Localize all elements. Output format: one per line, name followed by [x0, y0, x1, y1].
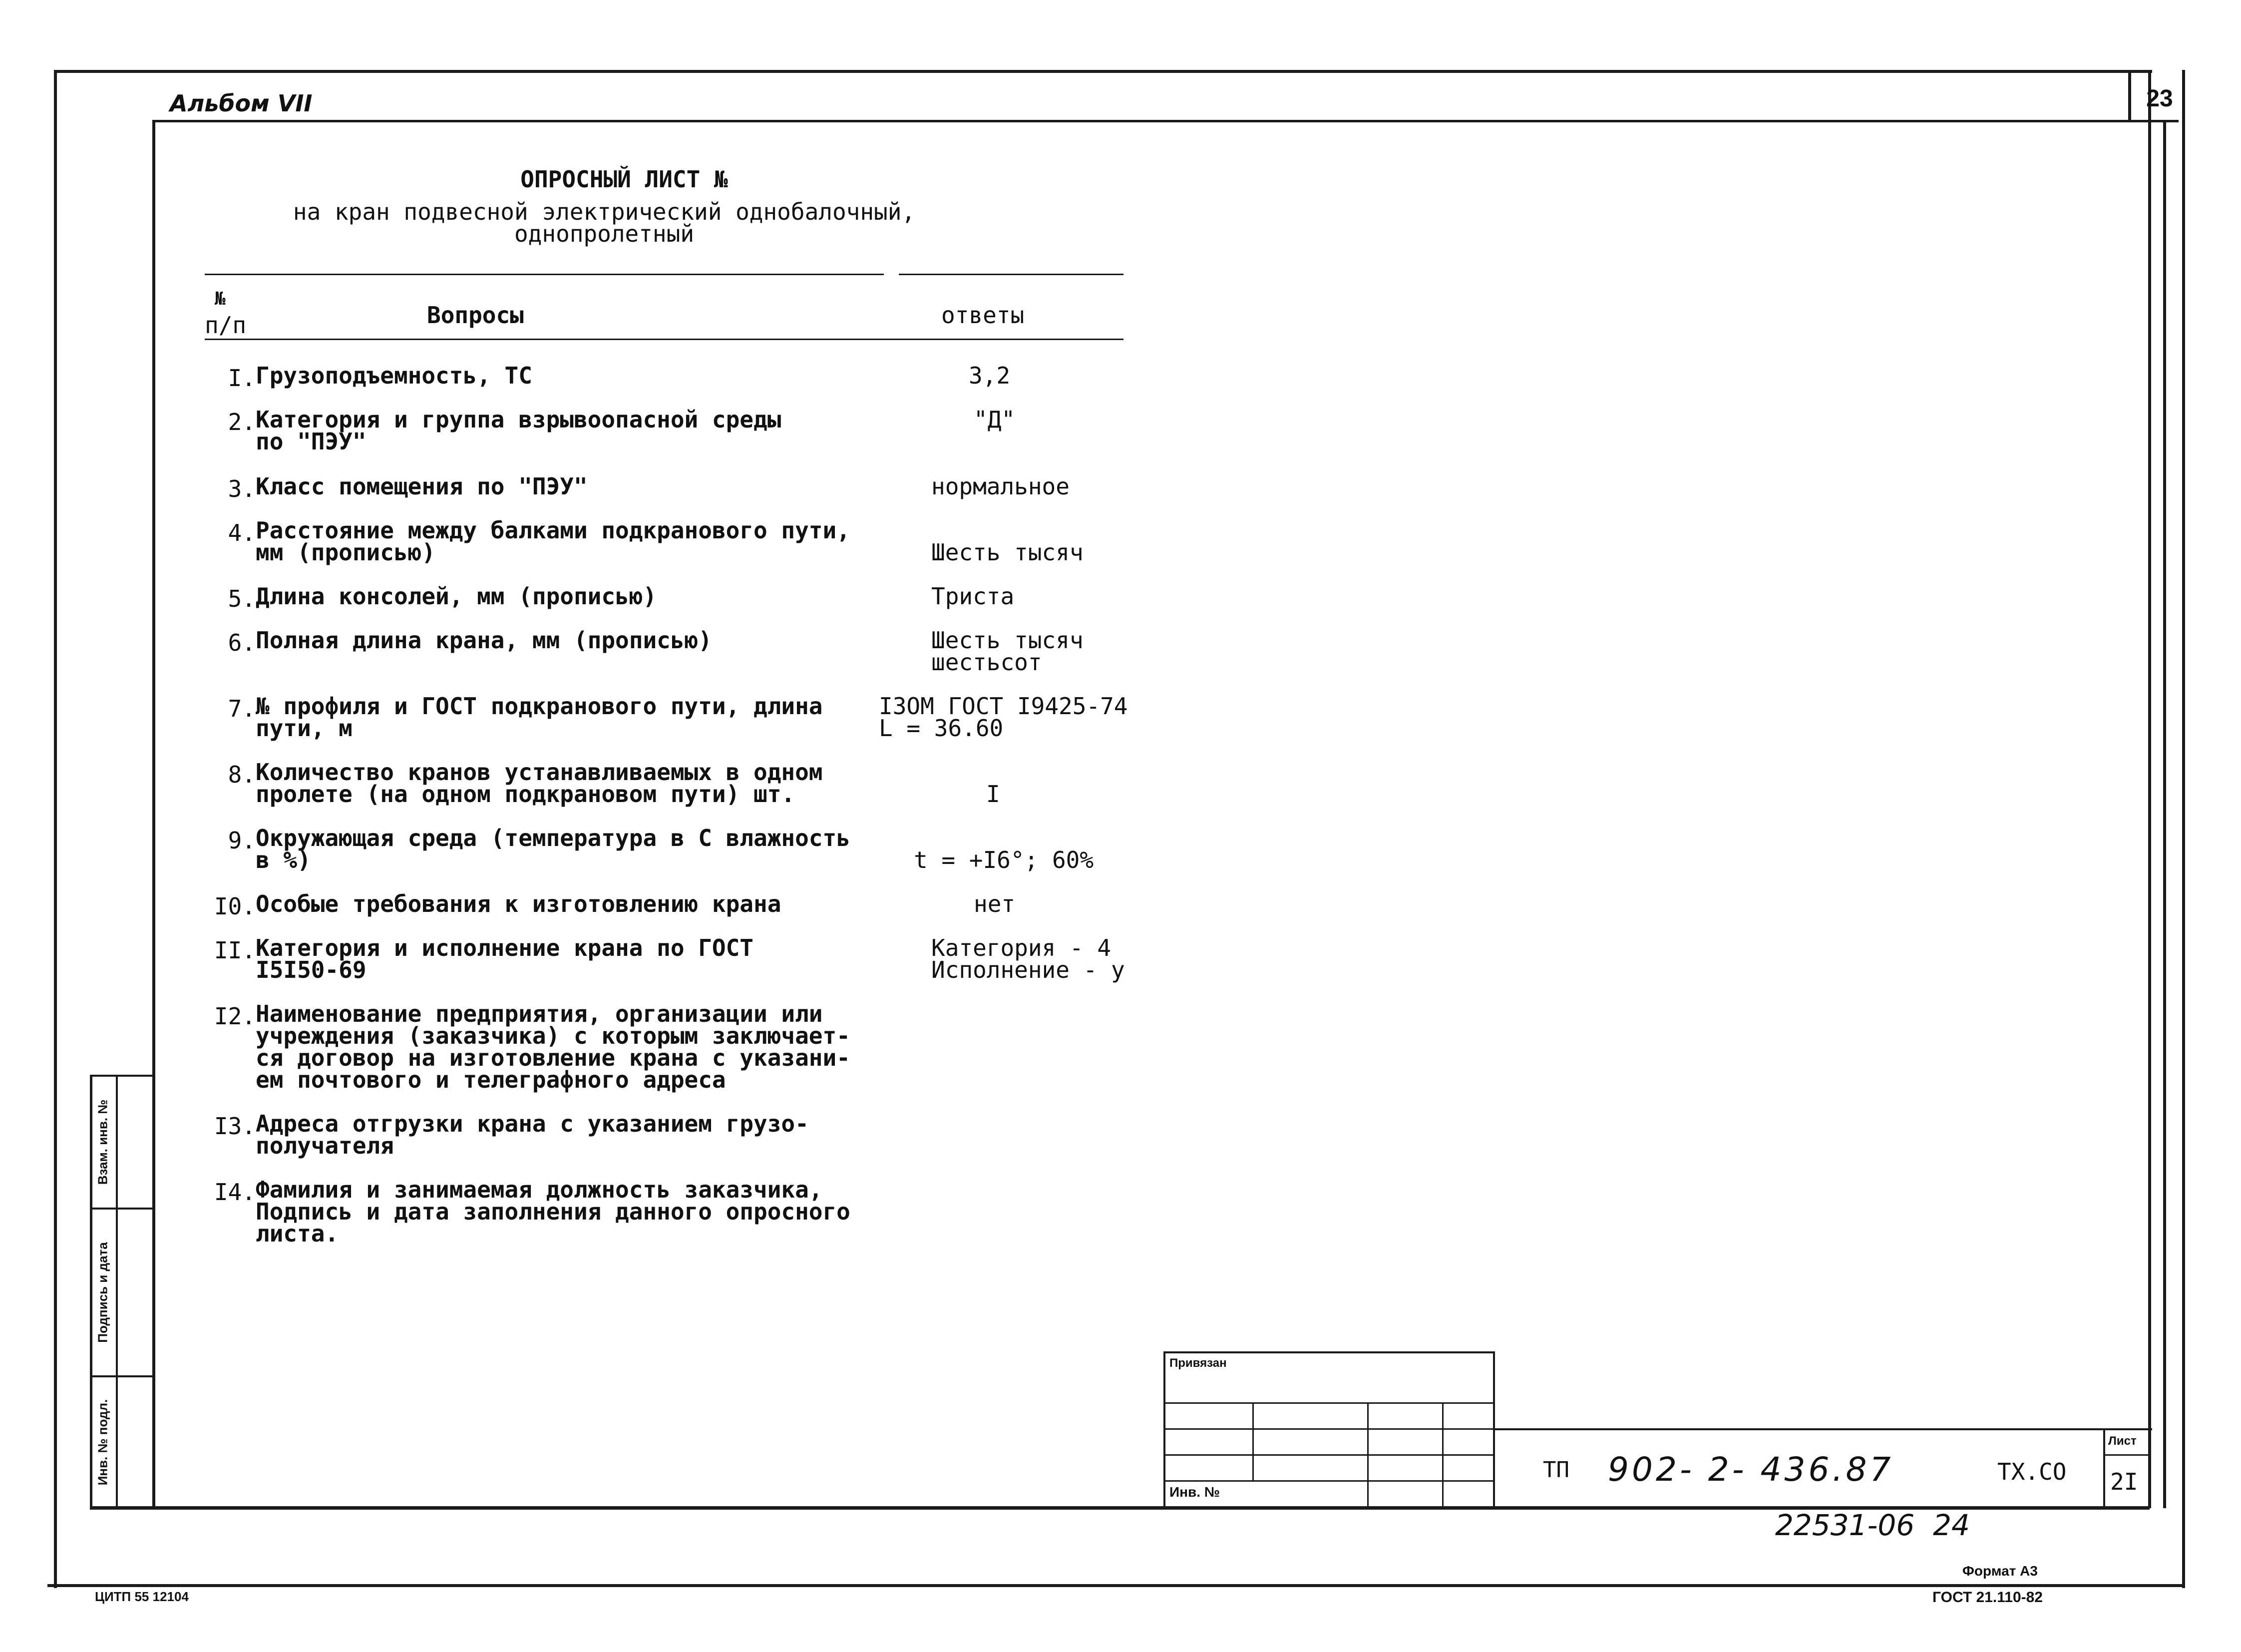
tb-doc-suffix: ТХ.СО: [1997, 1458, 2067, 1485]
side-stamp-top: [90, 1075, 154, 1077]
row-11-num: II.: [214, 937, 256, 964]
frame-inner-left: [152, 120, 155, 1509]
tb-col-3: [1442, 1402, 1444, 1508]
tb-sheet-label: Лист: [2108, 1434, 2137, 1448]
row-14-num: I4.: [214, 1179, 256, 1206]
row-6-question: Полная длина крана, мм (прописью): [256, 627, 712, 654]
frame-outer-top: [55, 70, 2152, 73]
table-top-rule-2: [899, 274, 1123, 275]
row-10-answer: нет: [974, 890, 1016, 917]
tb-sheet-mid: [2103, 1454, 2151, 1456]
row-4-question: Расстояние между балками подкранового пути, мм (прописью): [256, 517, 850, 566]
row-5-question: Длина консолей, мм (прописью): [256, 583, 657, 610]
side-stamp-sign: Подпись и дата: [95, 1242, 110, 1343]
col-num-header-1: №: [215, 289, 226, 309]
frame-inner-top: [152, 120, 2179, 122]
side-stamp-div-1: [90, 1208, 154, 1210]
tb-inv-no: Инв. №: [1169, 1484, 1220, 1500]
table-top-rule: [205, 274, 884, 275]
frame-outer-bottom: [47, 1584, 2185, 1587]
tb-doc-code: 902- 2- 436.87: [1608, 1450, 1894, 1489]
tb-handwritten-number: 22531-06 24: [1775, 1508, 1970, 1542]
row-4-answer: Шесть тысяч: [931, 539, 1084, 566]
frame-right-2: [2163, 120, 2166, 1508]
row-6-num: 6.: [228, 629, 256, 656]
row-11-question: Категория и исполнение крана по ГОСТ I5I50-69: [256, 934, 753, 983]
tb-sheet-value: 2I: [2110, 1468, 2138, 1495]
row-2-question: Категория и группа взрывоопасной среды по "ПЭУ": [256, 406, 781, 455]
tb-box-left: [1163, 1351, 1165, 1508]
col-questions-header: Вопросы: [427, 302, 524, 329]
row-10-num: I0.: [214, 893, 256, 920]
tb-col-2: [1367, 1402, 1369, 1508]
footer-citp: ЦИТП 55 12104: [95, 1589, 189, 1604]
album-label: Альбом VII: [170, 90, 313, 117]
row-9-question: Окружающая среда (температура в С влажность в %): [256, 825, 850, 873]
row-9-answer: t = +I6°; 60%: [914, 846, 1094, 873]
tb-row-4: [1163, 1480, 1493, 1482]
table-header-rule: [205, 339, 1123, 340]
form-subtitle-2: однопролетный: [514, 220, 695, 247]
tb-col-1: [1252, 1402, 1254, 1480]
col-answers-header: ответы: [941, 302, 1025, 329]
row-1-question: Грузоподъемность, ТС: [256, 362, 532, 389]
row-12-question: Наименование предприятия, организации или учреждения (заказчика) с которым заключает- ся договор на изготовление крана с указани- ем почтового и телеграфного адреса: [256, 1000, 850, 1093]
tb-row-1: [1163, 1402, 1493, 1404]
frame-right-1: [2148, 70, 2151, 1508]
page-box-right: [2182, 70, 2185, 121]
row-13-question: Адреса отгрузки крана с указанием грузо- получателя: [256, 1110, 809, 1159]
tb-tp-prefix: ТП: [1543, 1457, 1569, 1483]
row-7-num: 7.: [228, 695, 256, 722]
row-8-num: 8.: [228, 761, 256, 788]
frame-outer-left: [54, 70, 57, 1588]
row-2-answer: "Д": [974, 406, 1016, 433]
tb-box-top: [1163, 1351, 1493, 1353]
row-6-answer: Шесть тысяч шестьсот: [931, 627, 1084, 676]
footer-gost: ГОСТ 21.110-82: [1932, 1589, 2043, 1606]
form-title: ОПРОСНЫЙ ЛИСТ №: [520, 166, 728, 193]
row-5-answer: Триста: [931, 583, 1015, 610]
tb-sheet-left: [2103, 1428, 2105, 1508]
row-8-question: Количество кранов устанавливаемых в одном пролете (на одном подкрановом пути) шт.: [256, 759, 823, 808]
row-7-answer: I3OM ГОСТ I9425-74 L = 36.60: [879, 693, 1128, 742]
side-stamp-vzam: Взам. инв. №: [95, 1099, 110, 1185]
row-1-num: I.: [228, 365, 256, 392]
row-9-num: 9.: [228, 827, 256, 854]
row-7-question: № профиля и ГОСТ подкранового пути, длина пути, м: [256, 693, 823, 742]
row-8-answer: I: [986, 781, 1000, 808]
row-13-num: I3.: [214, 1113, 256, 1140]
col-num-header-2: п/п: [205, 312, 247, 339]
row-3-answer: нормальное: [931, 473, 1070, 500]
tb-main-top: [1493, 1428, 2152, 1430]
row-14-question: Фамилия и занимаемая должность заказчика, Подпись и дата заполнения данного опросного листа.: [256, 1176, 850, 1247]
row-10-question: Особые требования к изготовлению крана: [256, 890, 781, 917]
footer-format: Формат А3: [1962, 1563, 2038, 1579]
row-11-answer: Категория - 4 Исполнение - у: [931, 934, 1125, 983]
row-5-num: 5.: [228, 585, 256, 612]
row-3-question: Класс помещения по "ПЭУ": [256, 473, 588, 500]
side-stamp-div-2: [90, 1375, 154, 1377]
page-number: 23: [2146, 85, 2173, 112]
frame-inner-bottom-right: [971, 1506, 2150, 1510]
tb-row-3: [1163, 1454, 1493, 1456]
tb-row-2: [1163, 1428, 1493, 1430]
form-subtitle-1: на кран подвесной электрический однобалочный,: [293, 198, 916, 225]
row-2-num: 2.: [228, 409, 256, 435]
side-stamp-left: [90, 1075, 92, 1508]
tb-privyazan: Привязан: [1169, 1356, 1227, 1370]
side-stamp-inv: Инв. № подл.: [95, 1399, 110, 1486]
row-4-num: 4.: [228, 519, 256, 546]
row-3-num: 3.: [228, 475, 256, 502]
row-1-answer: 3,2: [969, 362, 1011, 389]
row-12-num: I2.: [214, 1003, 256, 1030]
page-box-left: [2128, 70, 2131, 121]
side-stamp-mid: [116, 1075, 118, 1508]
frame-right-3: [2182, 120, 2185, 1588]
